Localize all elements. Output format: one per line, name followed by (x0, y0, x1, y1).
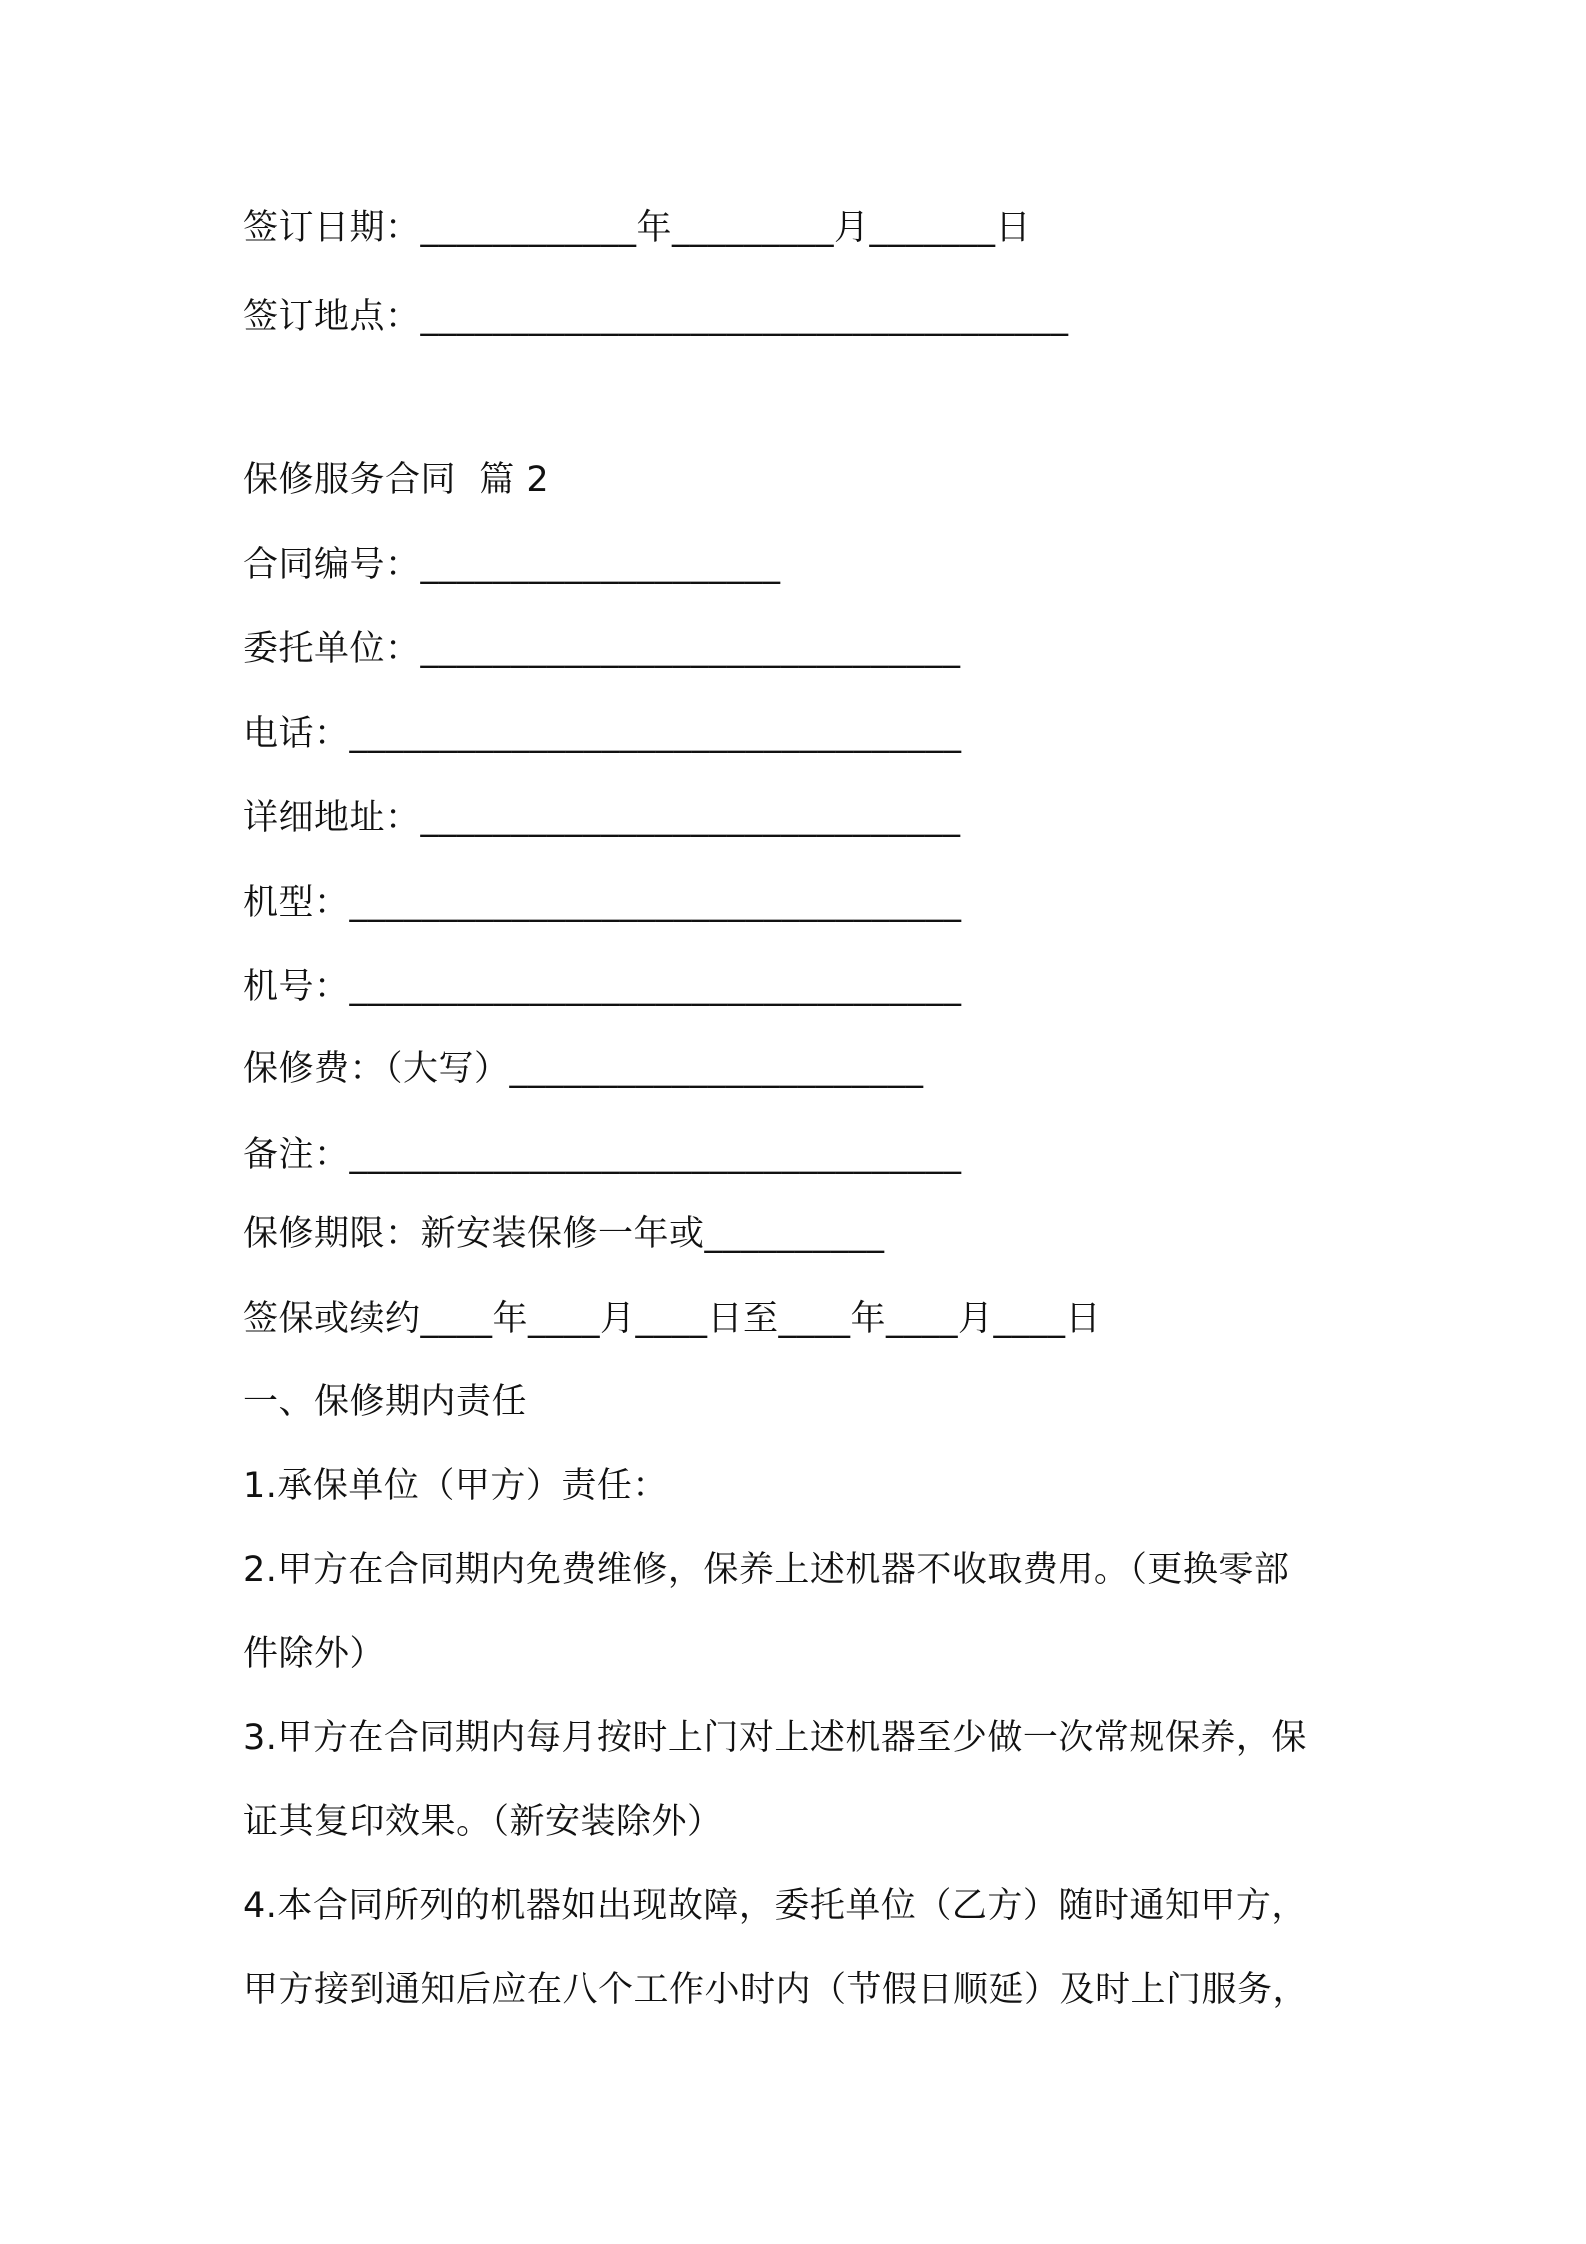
warranty-period-line: 保修期限：新安装保修一年或__________ (243, 1214, 885, 1254)
phone-line: 电话：__________________________________ (243, 714, 962, 754)
clause-4: 4.本合同所列的机器如出现故障，委托单位（乙方）随时通知甲方， (243, 1886, 1307, 1926)
machine-number-line: 机号：__________________________________ (243, 967, 962, 1007)
clause-1: 1.承保单位（甲方）责任： (243, 1466, 668, 1506)
warranty-fee-line: 保修费：（大写）_______________________ (243, 1049, 924, 1089)
signing-place-line: 签订地点：____________________________________ (243, 297, 1069, 337)
contract-title: 保修服务合同 篇 2 (243, 460, 550, 500)
address-line: 详细地址：______________________________ (243, 798, 961, 838)
clause-4-continued: 甲方接到通知后应在八个工作小时内（节假日顺延）及时上门服务， (243, 1970, 1309, 2010)
client-unit-line: 委托单位：______________________________ (243, 629, 961, 669)
clause-3: 3.甲方在合同期内每月按时上门对上述机器至少做一次常规保养，保 (243, 1718, 1307, 1758)
signing-date-line: 签订日期：____________年_________月_______日 (243, 208, 1032, 248)
clause-2-continued: 件除外） (243, 1634, 386, 1674)
clause-3-continued: 证其复印效果。（新安装除外） (243, 1802, 723, 1842)
clause-2: 2.甲方在合同期内免费维修，保养上述机器不收取费用。（更换零部 (243, 1550, 1290, 1590)
contract-number-line: 合同编号：____________________ (243, 545, 781, 585)
remarks-line: 备注：__________________________________ (243, 1135, 962, 1175)
machine-model-line: 机型：__________________________________ (243, 883, 962, 923)
renewal-period-line: 签保或续约____年____月____日至____年____月____日 (243, 1299, 1102, 1339)
section-heading: 一、保修期内责任 (243, 1382, 528, 1422)
